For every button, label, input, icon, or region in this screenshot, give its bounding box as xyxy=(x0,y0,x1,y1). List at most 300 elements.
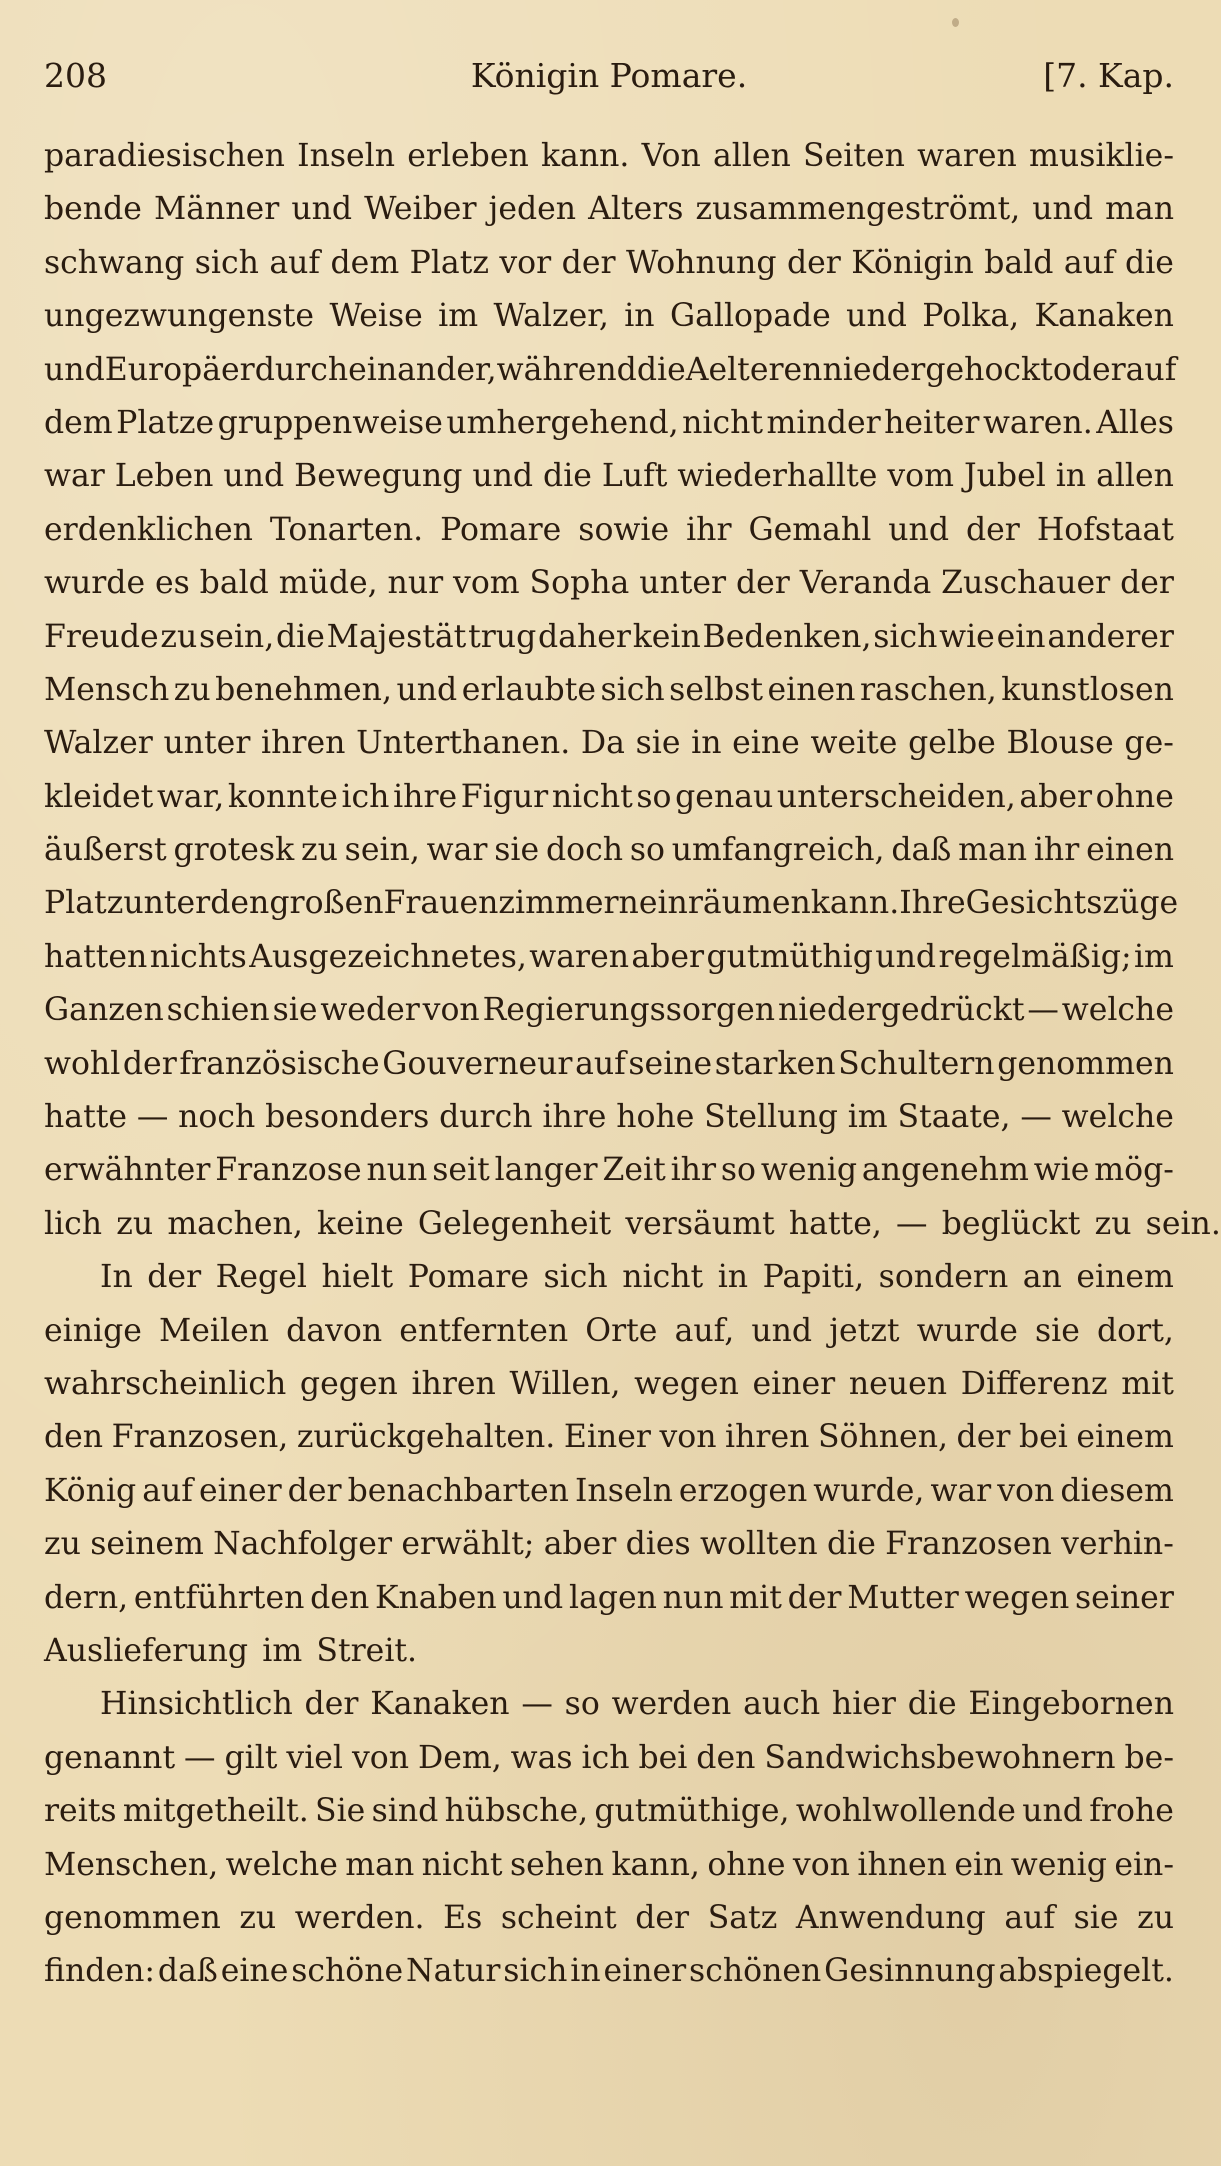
word: zu xyxy=(1094,1205,1132,1242)
word: kleidet xyxy=(44,778,154,815)
word: niedergehockt xyxy=(822,351,1053,388)
word: Franzose xyxy=(215,1152,362,1189)
word: diesem xyxy=(1060,1472,1174,1509)
word: waren xyxy=(529,938,630,975)
word: welche xyxy=(225,1846,338,1883)
word: Satz xyxy=(707,1899,778,1936)
word: so xyxy=(720,1152,757,1189)
text-line xyxy=(44,611,1174,664)
word: sie xyxy=(1034,1312,1080,1349)
word: Streit. xyxy=(316,1632,418,1669)
word: der xyxy=(956,1419,1011,1456)
word: Freude xyxy=(44,618,159,655)
text-line xyxy=(44,1518,1174,1571)
word: der xyxy=(122,1045,177,1082)
word: musiklie- xyxy=(1029,138,1174,174)
word: ich xyxy=(581,1739,630,1776)
word: Es xyxy=(443,1899,483,1936)
word: französische xyxy=(179,1045,380,1082)
word: frohe xyxy=(1089,1793,1174,1830)
word: der xyxy=(304,1686,359,1723)
word: die xyxy=(636,351,686,388)
word: sein. xyxy=(1145,1205,1221,1242)
word: einer xyxy=(752,1365,836,1402)
word: Inseln xyxy=(574,1472,673,1509)
text-line xyxy=(44,1038,1174,1091)
word: die xyxy=(826,1526,876,1563)
word: der xyxy=(965,511,1020,548)
word: weite xyxy=(810,725,898,762)
word: Von xyxy=(641,138,701,174)
word: gutmüthig xyxy=(706,938,873,975)
word: selbst xyxy=(669,671,764,708)
word: aber xyxy=(631,938,705,975)
word: einen xyxy=(767,671,856,708)
word: Walzer xyxy=(44,725,153,762)
word: wurde, xyxy=(813,1472,925,1509)
word: man xyxy=(345,1846,415,1883)
word: den xyxy=(696,1739,756,1776)
word: nur xyxy=(387,565,444,602)
word: und xyxy=(751,1312,813,1349)
word: müde, xyxy=(278,565,378,602)
word: gelbe xyxy=(908,725,996,762)
word: nun xyxy=(662,1579,724,1616)
word: Gallopade xyxy=(669,298,831,335)
word: auf xyxy=(575,1045,626,1082)
word: der xyxy=(561,244,616,281)
word: nicht xyxy=(622,1259,704,1296)
word: Papiti, xyxy=(762,1259,865,1296)
word: Bewegung xyxy=(294,458,463,495)
word: vor xyxy=(499,244,552,281)
word: doch xyxy=(545,832,624,869)
word: sich xyxy=(543,1259,608,1296)
word: die xyxy=(907,1686,957,1723)
text-line xyxy=(44,1572,1174,1625)
word: Gesinnung xyxy=(824,1953,996,1990)
word: Hinsichtlich xyxy=(100,1686,293,1723)
word: zu xyxy=(173,671,211,708)
word: von xyxy=(351,1739,409,1776)
word: und xyxy=(1032,191,1094,228)
word: zu xyxy=(160,618,198,655)
word: genannt xyxy=(44,1739,176,1776)
text-line xyxy=(44,717,1174,770)
word: welche xyxy=(1061,1099,1174,1136)
word: lich xyxy=(44,1205,103,1242)
word: einem xyxy=(1076,1259,1174,1296)
word: Sandwichsbewohnern xyxy=(764,1739,1116,1776)
word: grotesk xyxy=(173,832,295,869)
word: von xyxy=(422,992,480,1029)
word: neuen xyxy=(848,1365,948,1402)
word: genau xyxy=(675,778,774,815)
word: von xyxy=(659,1419,717,1456)
word: erwählt; xyxy=(401,1526,535,1563)
word: hatte, xyxy=(788,1205,882,1242)
word: wenig xyxy=(1010,1846,1107,1883)
word: sie xyxy=(1073,1899,1119,1936)
word: Walzer, xyxy=(493,298,609,335)
word: Gesichtszüge xyxy=(965,885,1179,922)
word: Blouse xyxy=(1006,725,1114,762)
word: kunstlosen xyxy=(1001,671,1174,708)
word: wegen xyxy=(634,1365,739,1402)
word: hatten xyxy=(44,938,148,975)
text-line xyxy=(44,1465,1174,1518)
word: Einer xyxy=(563,1419,651,1456)
text-line xyxy=(44,877,1179,930)
word: Bedenken, xyxy=(702,618,872,655)
word: In xyxy=(100,1259,133,1296)
word: und xyxy=(472,458,534,495)
word: wurde xyxy=(44,565,146,602)
word: ihren xyxy=(261,725,346,762)
word: sie xyxy=(272,992,318,1029)
word: minder xyxy=(766,404,881,441)
word: ihr xyxy=(1033,832,1080,869)
word: im xyxy=(1133,938,1174,975)
text-line xyxy=(44,1945,1174,1998)
word: wie xyxy=(1033,1152,1090,1189)
word: Mutter xyxy=(847,1579,959,1616)
word: wollten xyxy=(699,1526,818,1563)
word: Veranda xyxy=(799,565,932,602)
word: Alles xyxy=(1096,404,1174,441)
paper-speck xyxy=(952,18,959,27)
word: gutmüthige, xyxy=(594,1793,790,1830)
text-line xyxy=(44,1251,1174,1304)
word: und xyxy=(888,511,950,548)
word: genommen xyxy=(44,1899,221,1936)
text-line xyxy=(44,1625,1174,1678)
word: durcheinander, xyxy=(254,351,497,388)
word: versäumt xyxy=(625,1205,775,1242)
word: kann. xyxy=(810,885,900,922)
word: jetzt xyxy=(829,1312,900,1349)
word: so xyxy=(564,1686,600,1723)
word: allen xyxy=(712,138,791,174)
word: Hofstaat xyxy=(1036,511,1174,548)
word: einräumen xyxy=(638,885,811,922)
word: Regel xyxy=(215,1259,307,1296)
word: Auslieferung xyxy=(44,1632,249,1669)
word: zusammengeströmt, xyxy=(695,191,1021,228)
word: und xyxy=(1022,1793,1083,1830)
word: waren. xyxy=(982,404,1093,441)
text-line xyxy=(44,1785,1174,1838)
word: König xyxy=(44,1472,137,1509)
word: Knaben xyxy=(374,1579,497,1616)
word: Aelteren xyxy=(685,351,823,388)
word: Kanaken xyxy=(1034,298,1174,335)
word: konnte xyxy=(227,778,338,815)
word: von xyxy=(997,1472,1055,1509)
word: Seiten xyxy=(803,138,905,174)
word: machen, xyxy=(167,1205,303,1242)
word: seit xyxy=(432,1152,490,1189)
word: auf xyxy=(1125,351,1177,388)
word: wiederhallte xyxy=(677,458,878,495)
word: — xyxy=(896,1205,928,1242)
word: mitgetheilt. xyxy=(122,1793,309,1830)
word: sondern xyxy=(878,1259,1009,1296)
word: schien xyxy=(166,992,270,1029)
word: aber xyxy=(543,1526,617,1563)
word: Nachfolger xyxy=(213,1526,393,1563)
word: dem xyxy=(44,404,113,441)
word: erleben xyxy=(407,138,529,174)
word: ihr xyxy=(686,511,732,548)
word: regelmäßig; xyxy=(938,938,1132,975)
word: mit xyxy=(729,1579,782,1616)
word: eine xyxy=(220,1953,289,1990)
word: jeden xyxy=(488,191,577,228)
word: — xyxy=(521,1686,553,1723)
word: gilt xyxy=(224,1739,278,1776)
word: nicht xyxy=(421,1846,503,1883)
word: mög- xyxy=(1094,1152,1174,1189)
word: einem xyxy=(1076,1419,1174,1456)
word: verhin- xyxy=(1061,1526,1174,1563)
word: dort, xyxy=(1097,1312,1174,1349)
word: Weise xyxy=(329,298,423,335)
word: der xyxy=(735,565,790,602)
text-line xyxy=(44,1198,1221,1251)
word: Da xyxy=(580,725,625,762)
text-line xyxy=(44,824,1174,877)
word: scheint xyxy=(500,1899,617,1936)
word: Platze xyxy=(116,404,215,441)
word: finden: xyxy=(44,1953,156,1990)
word: Schultern xyxy=(838,1045,995,1082)
word: Wohnung xyxy=(625,244,777,281)
word: Regierungssorgen xyxy=(482,992,776,1029)
word: ihre xyxy=(542,1099,607,1136)
word: Gouverneur xyxy=(382,1045,573,1082)
word: und xyxy=(846,298,907,335)
word: den xyxy=(44,1419,104,1456)
word: vom xyxy=(887,458,955,495)
word: kein xyxy=(632,618,701,655)
word: Sopha xyxy=(529,565,630,602)
word: unterscheiden, xyxy=(776,778,1016,815)
word: Orte xyxy=(585,1312,658,1349)
word: anderer xyxy=(1047,618,1174,655)
word: davon xyxy=(286,1312,383,1349)
word: benehmen, xyxy=(215,671,392,708)
word: zu xyxy=(116,1205,154,1242)
word: waren xyxy=(917,138,1017,174)
word: sich xyxy=(600,671,665,708)
word: sich xyxy=(194,244,259,281)
word: zu xyxy=(239,1899,277,1936)
word: wohlwollende xyxy=(795,1793,1016,1830)
word: auf, xyxy=(674,1312,735,1349)
word: eine xyxy=(732,725,800,762)
chapter-reference: [7. Kap. xyxy=(1043,56,1174,95)
word: seiner xyxy=(1075,1579,1174,1616)
text-line xyxy=(44,450,1174,503)
word: Dem, xyxy=(417,1739,502,1776)
word: Frauenzimmern xyxy=(383,885,639,922)
word: war xyxy=(426,832,488,869)
word: aber xyxy=(1019,778,1093,815)
word: lagen xyxy=(568,1579,657,1616)
text-line xyxy=(44,1091,1174,1144)
word: in xyxy=(1055,458,1087,495)
word: der xyxy=(635,1899,690,1936)
word: angenehm xyxy=(861,1152,1029,1189)
word: Leben xyxy=(114,458,214,495)
word: schönen xyxy=(689,1953,822,1990)
word: man xyxy=(1105,191,1174,228)
word: be- xyxy=(1124,1739,1174,1776)
word: daß xyxy=(157,1953,218,1990)
word: unter xyxy=(639,565,727,602)
word: Jubel xyxy=(963,458,1046,495)
word: und xyxy=(44,351,105,388)
word: sein, xyxy=(199,618,275,655)
word: ge- xyxy=(1124,725,1174,762)
word: Gemahl xyxy=(748,511,872,548)
word: besonders xyxy=(265,1099,430,1136)
word: Franzosen xyxy=(885,1526,1052,1563)
word: langer xyxy=(494,1152,598,1189)
word: Stellung xyxy=(704,1099,838,1136)
word: dern, xyxy=(44,1579,129,1616)
word: in xyxy=(624,298,655,335)
text-line xyxy=(44,1358,1174,1411)
word: es xyxy=(154,565,190,602)
word: auf xyxy=(1063,244,1115,281)
word: hübsche, xyxy=(444,1793,589,1830)
word: auf xyxy=(269,244,321,281)
word: von xyxy=(792,1846,850,1883)
word: kann. xyxy=(540,138,630,174)
word: zu xyxy=(300,832,338,869)
word: hielt xyxy=(321,1259,394,1296)
word: genommen xyxy=(997,1045,1174,1082)
word: in xyxy=(691,725,722,762)
word: während xyxy=(496,351,637,388)
text-line xyxy=(44,771,1174,824)
text-line xyxy=(44,1305,1174,1358)
word: sie xyxy=(494,832,540,869)
word: noch xyxy=(178,1099,256,1136)
word: zu xyxy=(44,1526,81,1563)
text-line xyxy=(44,1839,1174,1892)
word: abspiegelt. xyxy=(998,1953,1174,1990)
page-number: 208 xyxy=(44,56,107,95)
word: Zuschauer xyxy=(941,565,1111,602)
word: erzogen xyxy=(678,1472,808,1509)
word: einige xyxy=(44,1312,142,1349)
word: im xyxy=(847,1099,888,1136)
word: beglückt xyxy=(941,1205,1081,1242)
word: sie xyxy=(635,725,681,762)
word: mit xyxy=(1121,1365,1174,1402)
word: ihr xyxy=(670,1152,717,1189)
word: der xyxy=(787,1579,842,1616)
text-line xyxy=(44,130,1174,183)
text-line xyxy=(44,984,1174,1037)
word: entfernten xyxy=(399,1312,569,1349)
word: der xyxy=(287,1472,342,1509)
word: hatte xyxy=(44,1099,128,1136)
word: gegen xyxy=(299,1365,398,1402)
word: was xyxy=(510,1739,573,1776)
word: die xyxy=(543,458,592,495)
word: Gelegenheit xyxy=(417,1205,612,1242)
word: Natur xyxy=(406,1953,501,1990)
word: wahrscheinlich xyxy=(44,1365,287,1402)
word: welche xyxy=(1061,992,1174,1029)
word: trug xyxy=(468,618,537,655)
body-text xyxy=(44,130,1221,1999)
word: Mensch xyxy=(44,671,170,708)
text-line xyxy=(44,183,1174,236)
word: im xyxy=(438,298,479,335)
word: Menschen, xyxy=(44,1846,219,1883)
word: und xyxy=(223,458,285,495)
word: unter xyxy=(123,885,211,922)
word: den xyxy=(310,1579,370,1616)
word: viel xyxy=(286,1739,343,1776)
word: Kanaken xyxy=(370,1686,510,1723)
word: Staate, xyxy=(897,1099,1011,1136)
word: bei xyxy=(1018,1419,1068,1456)
word: reits xyxy=(44,1793,117,1830)
word: Anwendung xyxy=(795,1899,986,1936)
word: sowie xyxy=(578,511,670,548)
word: vom xyxy=(453,565,520,602)
word: wohl xyxy=(44,1045,121,1082)
word: nichts xyxy=(149,938,247,975)
word: Söhnen, xyxy=(817,1419,948,1456)
word: wurde xyxy=(916,1312,1018,1349)
word: gruppenweise xyxy=(217,404,443,441)
text-line xyxy=(44,344,1177,397)
book-page xyxy=(44,46,1221,2126)
word: Zeit xyxy=(602,1152,666,1189)
word: Europäer xyxy=(104,351,255,388)
word: ungezwungenste xyxy=(44,298,315,335)
text-line xyxy=(44,237,1174,290)
word: paradiesischen xyxy=(44,138,285,174)
word: zu xyxy=(1137,1899,1174,1936)
word: war xyxy=(44,458,105,495)
word: Sie xyxy=(315,1793,366,1830)
word: einen xyxy=(1086,832,1174,869)
word: Unterthanen. xyxy=(356,725,571,762)
word: wegen xyxy=(964,1579,1070,1616)
word: — xyxy=(136,1099,169,1136)
word: Pomare xyxy=(407,1259,529,1296)
word: und xyxy=(502,1579,564,1616)
word: ihren xyxy=(725,1419,810,1456)
word: war xyxy=(930,1472,992,1509)
word: Polka, xyxy=(922,298,1020,335)
word: die xyxy=(1125,244,1174,281)
word: bei xyxy=(638,1739,688,1776)
word: werden. xyxy=(294,1899,425,1936)
word: ein xyxy=(996,618,1046,655)
word: Tonarten. xyxy=(269,511,424,548)
running-title: Königin Pomare. xyxy=(470,56,748,95)
text-line xyxy=(44,1411,1174,1464)
